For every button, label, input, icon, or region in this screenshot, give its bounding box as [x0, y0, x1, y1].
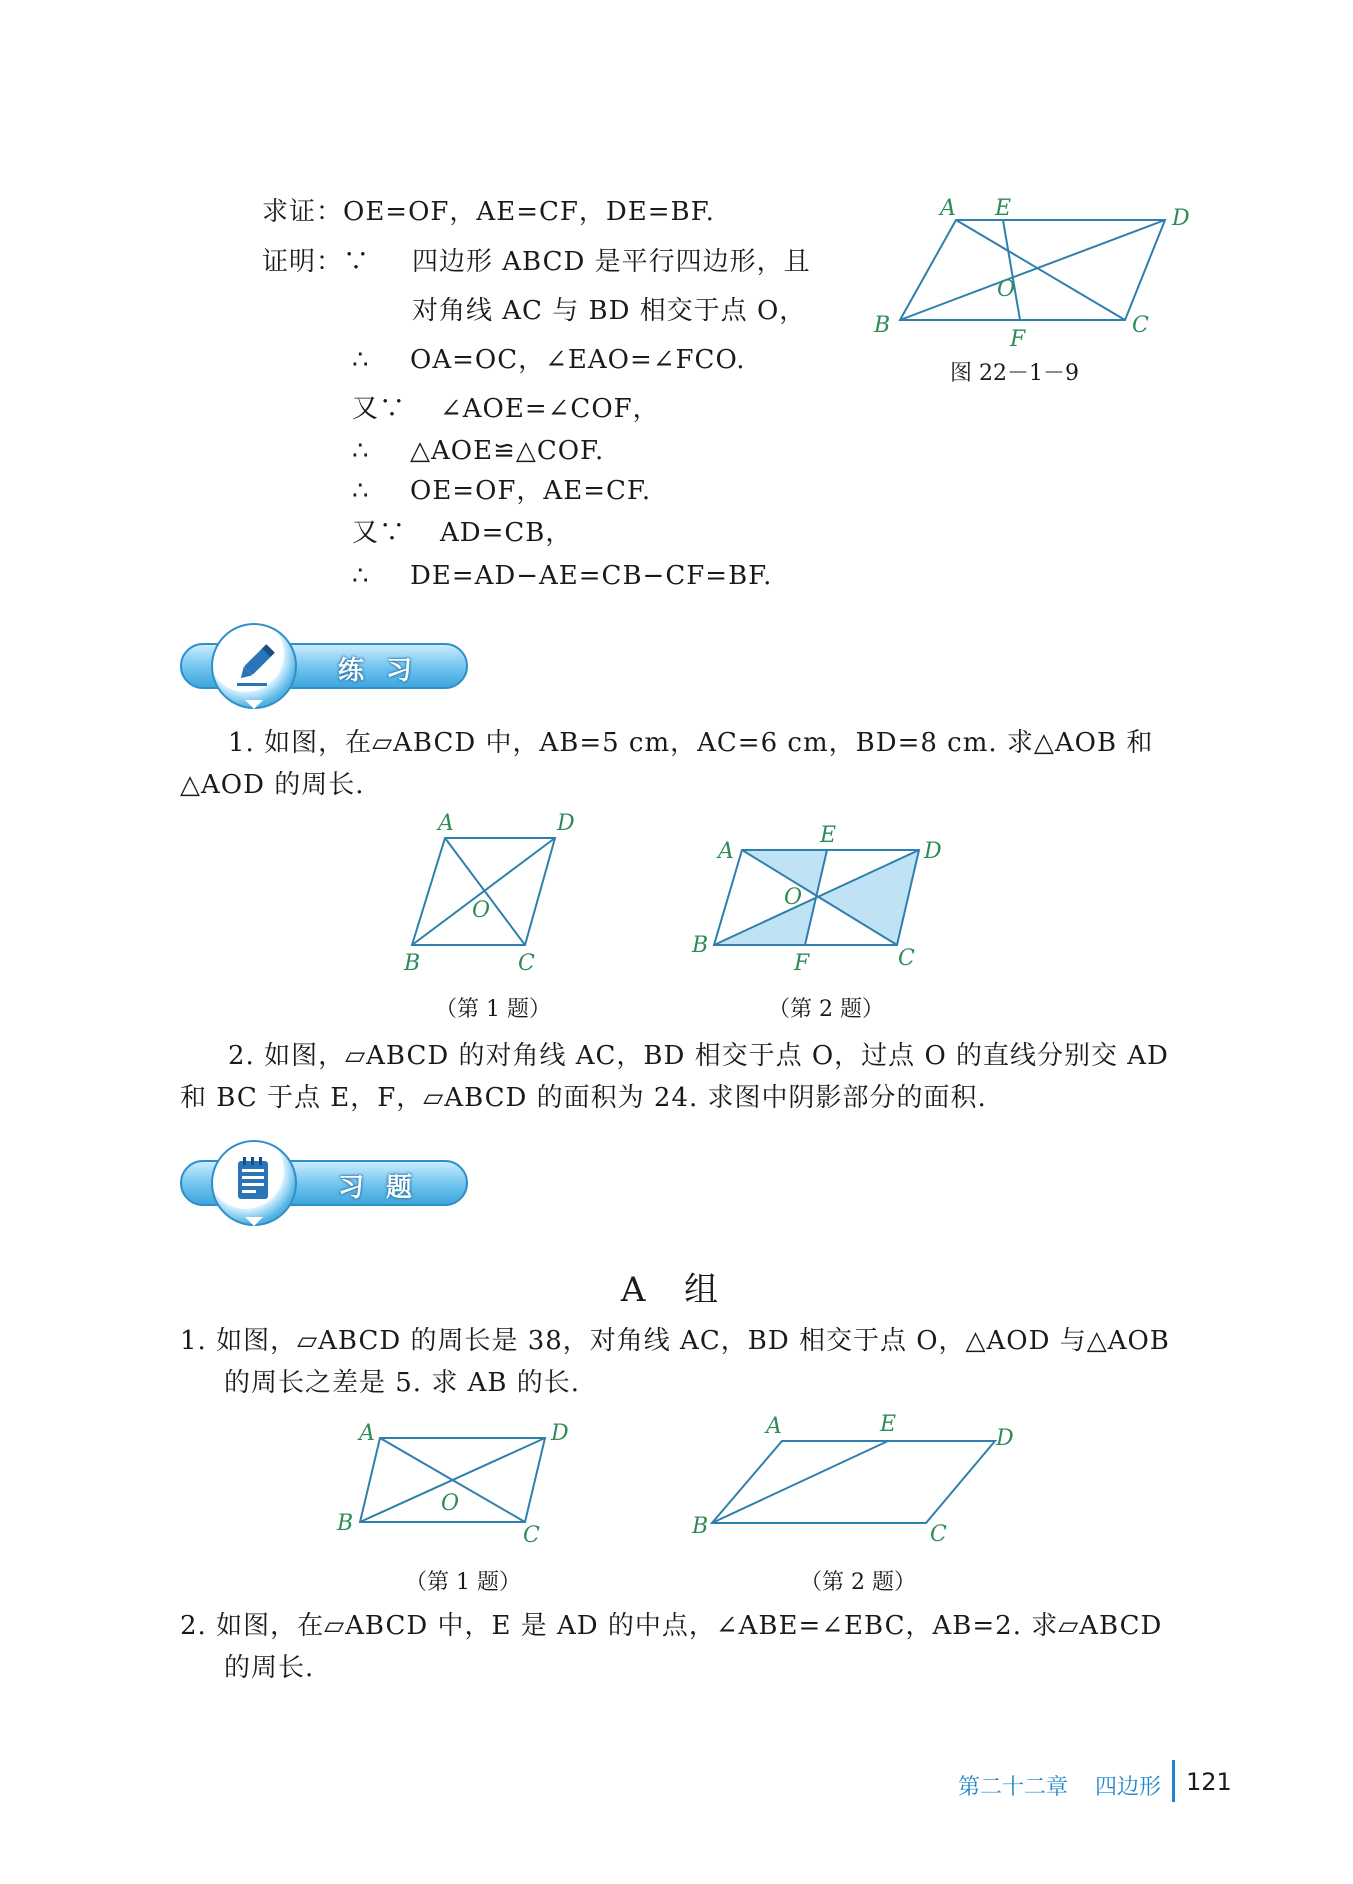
exercise-fig2-label-b: B [692, 1514, 709, 1539]
practice-fig2-label-d: D [924, 839, 942, 864]
practice-banner-pointer [245, 700, 263, 709]
proof-step-6-symbol: ∴ [352, 561, 370, 591]
exercise-fig2-line-be [712, 1441, 888, 1523]
proof-step-6: DE=AD−AE=CB−CF=BF. [410, 561, 773, 591]
exercise-fig1-label-a: A [359, 1421, 375, 1446]
notepad-icon [234, 1155, 274, 1205]
proof-step-3-symbol: ∴ [352, 436, 370, 466]
fig-main-label-a: A [940, 196, 956, 221]
exercise-question-1-number: 1. [180, 1326, 207, 1356]
fig-main-label-b: B [874, 313, 891, 338]
proof-step-5-symbol: 又∵ [352, 518, 407, 548]
exercise-question-2 [180, 1605, 1180, 1689]
practice-fig2-label-b: B [692, 933, 709, 958]
proof-step-4: OE=OF，AE=CF. [410, 476, 652, 506]
footer-chapter: 第二十二章 [958, 1775, 1069, 1800]
fig-main-line-ef [1003, 220, 1020, 320]
proof-step-1-symbol: ∴ [352, 345, 370, 375]
practice-question-2 [180, 1035, 1180, 1119]
exercise-figure-2 [690, 1405, 1030, 1550]
exercise-fig2-label-e: E [880, 1412, 897, 1437]
practice-figure-1 [400, 810, 590, 980]
fig-main-diagonal-ac [956, 220, 1125, 320]
exercise-figure-2-caption: （第 2 题） [800, 1570, 916, 1595]
exercise-question-1 [180, 1320, 1180, 1404]
figure-22-1-9 [860, 190, 1190, 365]
practice-fig1-label-o: O [472, 898, 491, 923]
practice-fig1-diagonal-bd [412, 838, 555, 945]
exercise-question-1-text: 如图，▱ABCD 的周长是 38，对角线 AC，BD 相交于点 O，△AOD 与△AOB 的周长之差是 5. 求 AB 的长. [216, 1326, 1170, 1398]
proof-step-1: OA=OC，∠EAO=∠FCO. [410, 345, 746, 375]
proof-label: 证明：∵ [262, 247, 371, 277]
exercises-banner-pointer [245, 1217, 263, 1226]
exercise-question-2-text: 如图，在▱ABCD 中，E 是 AD 的中点，∠ABE=∠EBC，AB=2. 求▱ABCD 的周长. [216, 1611, 1163, 1683]
fig-main-label-d: D [1172, 206, 1190, 231]
practice-fig1-label-c: C [518, 951, 535, 976]
fig-main-label-e: E [995, 196, 1012, 221]
exercise-fig1-label-b: B [337, 1511, 354, 1536]
practice-question-2-text: 如图，▱ABCD 的对角线 AC，BD 相交于点 O，过点 O 的直线分别交 AD 和 BC 于点 E，F，▱ABCD 的面积为 24. 求图中阴影部分的面积. [180, 1041, 1169, 1113]
page-number: 121 [1186, 1768, 1232, 1796]
proof-step-2-symbol: 又∵ [352, 394, 407, 424]
exercise-question-2-number: 2. [180, 1611, 207, 1641]
practice-fig2-label-e: E [820, 823, 837, 848]
practice-figure-1-caption: （第 1 题） [435, 997, 551, 1022]
practice-question-1-number: 1. [228, 728, 255, 758]
to-prove-line: 求证：OE=OF，AE=CF，DE=BF. [262, 197, 715, 227]
fig-main-label-c: C [1132, 313, 1149, 338]
exercise-fig2-label-c: C [930, 1522, 947, 1547]
footer-title: 四边形 [1095, 1775, 1162, 1800]
practice-fig1-label-b: B [404, 951, 421, 976]
practice-fig2-label-a: A [718, 839, 734, 864]
practice-figure-2 [690, 820, 960, 980]
fig-main-diagonal-bd [900, 220, 1165, 320]
group-a-title: A 组 [620, 1270, 733, 1310]
proof-line-2: 对角线 AC 与 BD 相交于点 O， [412, 296, 807, 326]
exercise-fig1-label-o: O [441, 1491, 460, 1516]
proof-step-3: △AOE≌△COF. [410, 436, 605, 466]
practice-fig2-label-o: O [784, 885, 803, 910]
exercise-figure-1-caption: （第 1 题） [405, 1570, 521, 1595]
proof-step-4-symbol: ∴ [352, 476, 370, 506]
practice-question-1 [180, 722, 1180, 806]
practice-figure-2-caption: （第 2 题） [768, 997, 884, 1022]
exercise-fig2-parallelogram [712, 1441, 995, 1523]
practice-banner-label: 练习 [338, 656, 435, 686]
practice-fig2-label-c: C [898, 946, 915, 971]
fig-main-label-f: F [1010, 327, 1026, 352]
exercise-fig2-label-a: A [766, 1414, 782, 1439]
practice-fig1-label-d: D [557, 811, 575, 836]
pencil-icon [231, 640, 279, 688]
exercise-fig1-label-d: D [551, 1421, 569, 1446]
proof-line-1: 四边形 ABCD 是平行四边形，且 [412, 247, 811, 277]
exercise-figure-1 [335, 1410, 585, 1550]
practice-fig2-label-f: F [794, 951, 810, 976]
practice-fig1-label-a: A [438, 811, 454, 836]
footer-divider [1172, 1760, 1175, 1802]
figure-22-1-9-caption: 图 22－1－9 [950, 361, 1079, 386]
exercises-banner-label: 习题 [338, 1173, 435, 1203]
practice-question-1-text: 如图，在▱ABCD 中，AB=5 cm，AC=6 cm，BD=8 cm. 求△AOB 和△AOD 的周长. [180, 728, 1154, 800]
practice-fig2-shade-right [816, 850, 919, 945]
proof-step-5: AD=CB， [440, 518, 573, 548]
practice-question-2-number: 2. [228, 1041, 255, 1071]
proof-step-2: ∠AOE=∠COF， [440, 394, 660, 424]
exercise-fig1-label-c: C [523, 1523, 540, 1548]
exercise-fig2-label-d: D [996, 1426, 1014, 1451]
fig-main-label-o: O [997, 277, 1016, 302]
